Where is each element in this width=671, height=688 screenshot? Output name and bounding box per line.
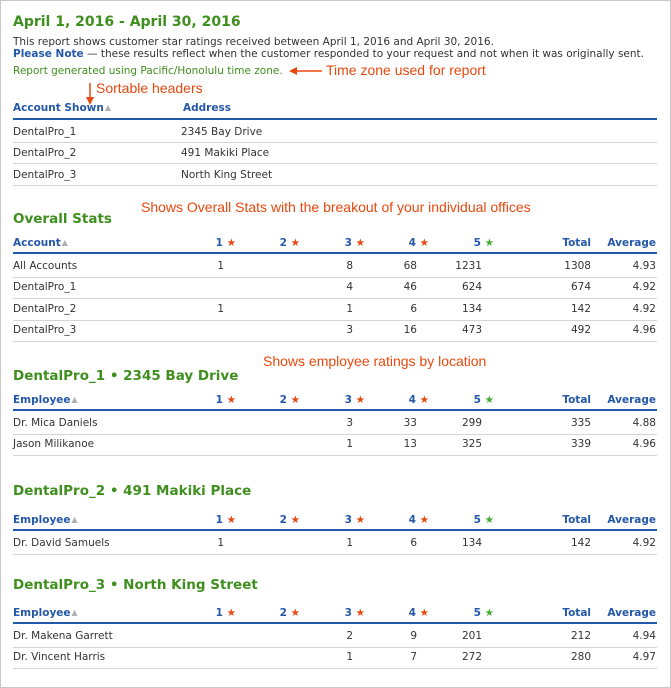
column-header-1-star[interactable] bbox=[176, 394, 236, 406]
column-header-2-star[interactable] bbox=[240, 237, 300, 249]
column-header-employee[interactable] bbox=[13, 394, 78, 406]
star-count-label: 2 bbox=[279, 514, 287, 526]
employee-row-name: Dr. Mica Daniels bbox=[13, 417, 98, 429]
column-header-total[interactable]: Total bbox=[562, 607, 591, 619]
cell-s3: 4 bbox=[346, 281, 353, 294]
star-count-label: 5 bbox=[473, 607, 481, 619]
overall-row-name: DentalPro_3 bbox=[13, 323, 77, 336]
cell-average: 4.97 bbox=[632, 651, 656, 664]
column-header-4-star[interactable] bbox=[369, 394, 429, 406]
star-icon-green: ★ bbox=[480, 514, 494, 526]
column-header-label: Employee bbox=[13, 607, 71, 619]
note-text: — these results reflect when the customer responded to your request and not when it was originally sent. bbox=[83, 48, 644, 60]
star-count-label: 1 bbox=[215, 394, 223, 406]
column-header-account-shown[interactable] bbox=[13, 102, 111, 114]
divider bbox=[13, 320, 657, 321]
star-icon-orange: ★ bbox=[286, 237, 300, 249]
timezone-arrow-icon bbox=[289, 65, 323, 77]
cell-average: 4.93 bbox=[632, 260, 656, 272]
column-header-total[interactable]: Total bbox=[562, 514, 591, 526]
star-count-label: 3 bbox=[344, 237, 352, 249]
cell-average: 4.92 bbox=[632, 281, 656, 294]
cell-s5: 1231 bbox=[455, 260, 482, 272]
star-count-label: 3 bbox=[344, 607, 352, 619]
employee-row-name: Dr. David Samuels bbox=[13, 537, 110, 549]
cell-average: 4.94 bbox=[632, 630, 656, 642]
star-icon-orange: ★ bbox=[351, 237, 365, 249]
star-icon-orange: ★ bbox=[351, 514, 365, 526]
star-count-label: 2 bbox=[279, 237, 287, 249]
divider bbox=[13, 409, 657, 411]
cell-total: 280 bbox=[570, 651, 591, 664]
cell-s4: 13 bbox=[403, 438, 417, 451]
cell-s4: 7 bbox=[410, 651, 417, 664]
account-row-name[interactable]: DentalPro_3 bbox=[13, 169, 77, 181]
column-header-3-star[interactable] bbox=[305, 237, 365, 249]
sort-arrow-icon[interactable]: ▲ bbox=[104, 103, 111, 112]
column-header-5-star[interactable] bbox=[434, 607, 494, 619]
star-count-label: 4 bbox=[408, 607, 416, 619]
divider bbox=[13, 529, 657, 531]
annotation-employee: Shows employee ratings by location bbox=[263, 353, 487, 369]
star-icon-green: ★ bbox=[480, 394, 494, 406]
cell-s5: 201 bbox=[461, 630, 482, 642]
column-header-label: Account Shown bbox=[13, 102, 104, 114]
star-icon-orange: ★ bbox=[351, 394, 365, 406]
timezone-text: Report generated using Pacific/Honolulu time zone. bbox=[13, 65, 283, 77]
column-header-2-star[interactable] bbox=[240, 514, 300, 526]
column-header-average[interactable]: Average bbox=[607, 237, 656, 249]
divider bbox=[13, 252, 657, 254]
cell-s5: 473 bbox=[461, 323, 482, 336]
cell-s5: 134 bbox=[461, 537, 482, 549]
column-header-employee[interactable] bbox=[13, 607, 78, 619]
cell-s5: 325 bbox=[461, 438, 482, 451]
employee-row-name: Dr. Makena Garrett bbox=[13, 630, 113, 642]
star-count-label: 4 bbox=[408, 514, 416, 526]
star-icon-orange: ★ bbox=[415, 394, 429, 406]
column-header-4-star[interactable] bbox=[369, 237, 429, 249]
cell-s5: 272 bbox=[461, 651, 482, 664]
cell-average: 4.88 bbox=[632, 417, 656, 429]
cell-s4: 6 bbox=[410, 302, 417, 315]
overall-stats-title: Overall Stats bbox=[13, 211, 112, 227]
star-icon-orange: ★ bbox=[286, 394, 300, 406]
cell-s1: 1 bbox=[217, 260, 224, 272]
employee-row-name: Jason Milikanoe bbox=[13, 438, 95, 451]
column-header-average[interactable]: Average bbox=[607, 514, 656, 526]
column-header-4-star[interactable] bbox=[369, 607, 429, 619]
employee-row-name: Dr. Vincent Harris bbox=[13, 651, 106, 664]
cell-total: 335 bbox=[570, 417, 591, 429]
star-icon-orange: ★ bbox=[351, 607, 365, 619]
report-date-range: April 1, 2016 - April 30, 2016 bbox=[13, 14, 241, 30]
note-label: Please Note bbox=[13, 48, 84, 60]
divider bbox=[13, 163, 657, 164]
star-count-label: 2 bbox=[279, 607, 287, 619]
cell-s1: 1 bbox=[217, 537, 224, 549]
cell-average: 4.96 bbox=[632, 323, 656, 336]
divider bbox=[13, 455, 657, 456]
column-header-5-star[interactable] bbox=[434, 237, 494, 249]
cell-s5: 134 bbox=[461, 302, 482, 315]
divider bbox=[13, 277, 657, 278]
column-header-4-star[interactable] bbox=[369, 514, 429, 526]
column-header-3-star[interactable] bbox=[305, 607, 365, 619]
star-count-label: 5 bbox=[473, 237, 481, 249]
cell-s3: 1 bbox=[346, 302, 353, 315]
divider bbox=[13, 647, 657, 648]
divider bbox=[13, 185, 657, 186]
star-icon-orange: ★ bbox=[222, 514, 236, 526]
column-header-account[interactable] bbox=[13, 237, 68, 249]
cell-average: 4.92 bbox=[632, 537, 656, 549]
annotation-timezone: Time zone used for report bbox=[326, 62, 486, 78]
star-count-label: 1 bbox=[215, 607, 223, 619]
cell-total: 142 bbox=[570, 302, 591, 315]
account-row-address: 491 Makiki Place bbox=[181, 147, 270, 159]
sort-arrow-icon[interactable]: ▲ bbox=[71, 515, 78, 524]
column-header-3-star[interactable] bbox=[305, 514, 365, 526]
overall-row-name: DentalPro_1 bbox=[13, 281, 77, 294]
column-header-2-star[interactable] bbox=[240, 607, 300, 619]
cell-s5: 624 bbox=[461, 281, 482, 294]
cell-s4: 16 bbox=[403, 323, 417, 336]
sort-arrow-icon[interactable]: ▲ bbox=[61, 238, 68, 247]
star-count-label: 4 bbox=[408, 394, 416, 406]
star-icon-orange: ★ bbox=[415, 514, 429, 526]
divider bbox=[13, 554, 657, 555]
account-row-address: North King Street bbox=[181, 169, 273, 181]
cell-s3: 3 bbox=[346, 417, 353, 429]
column-header-1-star[interactable] bbox=[176, 514, 236, 526]
star-count-label: 5 bbox=[473, 394, 481, 406]
cell-total: 142 bbox=[570, 537, 591, 549]
star-icon-green: ★ bbox=[480, 607, 494, 619]
cell-s4: 9 bbox=[410, 630, 417, 642]
star-count-label: 3 bbox=[344, 394, 352, 406]
overall-row-name: DentalPro_2 bbox=[13, 302, 77, 315]
star-count-label: 2 bbox=[279, 394, 287, 406]
column-header-employee[interactable] bbox=[13, 514, 78, 526]
star-count-label: 1 bbox=[215, 237, 223, 249]
cell-average: 4.92 bbox=[632, 302, 656, 315]
account-row-name[interactable]: DentalPro_1 bbox=[13, 126, 77, 138]
star-count-label: 4 bbox=[408, 237, 416, 249]
divider bbox=[13, 622, 657, 624]
cell-s4: 6 bbox=[410, 537, 417, 549]
star-count-label: 1 bbox=[215, 514, 223, 526]
column-header-total[interactable]: Total bbox=[562, 237, 591, 249]
cell-s4: 46 bbox=[403, 281, 417, 294]
column-header-1-star[interactable] bbox=[176, 607, 236, 619]
column-header-label: Employee bbox=[13, 514, 71, 526]
account-row-address: 2345 Bay Drive bbox=[181, 126, 263, 138]
star-icon-orange: ★ bbox=[222, 394, 236, 406]
star-icon-orange: ★ bbox=[286, 514, 300, 526]
cell-s3: 1 bbox=[346, 651, 353, 664]
annotation-sortable: Sortable headers bbox=[96, 80, 203, 96]
sort-arrow-icon[interactable]: ▲ bbox=[71, 608, 78, 617]
column-header-2-star[interactable] bbox=[240, 394, 300, 406]
star-icon-orange: ★ bbox=[415, 237, 429, 249]
column-header-address[interactable]: Address bbox=[183, 102, 231, 114]
column-header-1-star[interactable] bbox=[176, 237, 236, 249]
cell-total: 212 bbox=[570, 630, 591, 642]
divider bbox=[13, 434, 657, 435]
column-header-label: Employee bbox=[13, 394, 71, 406]
cell-s4: 33 bbox=[403, 417, 417, 429]
cell-total: 339 bbox=[570, 438, 591, 451]
overall-row-name: All Accounts bbox=[13, 260, 78, 272]
divider bbox=[13, 668, 657, 669]
location-title: DentalPro_1 • 2345 Bay Drive bbox=[13, 368, 239, 384]
star-icon-green: ★ bbox=[480, 237, 494, 249]
cell-s5: 299 bbox=[461, 417, 482, 429]
column-header-average[interactable]: Average bbox=[607, 394, 656, 406]
star-count-label: 3 bbox=[344, 514, 352, 526]
divider bbox=[13, 142, 657, 143]
star-icon-orange: ★ bbox=[286, 607, 300, 619]
column-header-3-star[interactable] bbox=[305, 394, 365, 406]
sort-arrow-icon[interactable]: ▲ bbox=[71, 395, 78, 404]
divider bbox=[13, 298, 657, 299]
cell-s3: 8 bbox=[346, 260, 353, 272]
location-title: DentalPro_2 • 491 Makiki Place bbox=[13, 483, 252, 499]
star-icon-orange: ★ bbox=[222, 237, 236, 249]
annotation-overall: Shows Overall Stats with the breakout of your individual offices bbox=[141, 199, 531, 215]
star-icon-orange: ★ bbox=[415, 607, 429, 619]
star-icon-orange: ★ bbox=[222, 607, 236, 619]
cell-s3: 2 bbox=[346, 630, 353, 642]
report-note bbox=[13, 48, 644, 60]
star-count-label: 5 bbox=[473, 514, 481, 526]
column-header-average[interactable]: Average bbox=[607, 607, 656, 619]
account-row-name[interactable]: DentalPro_2 bbox=[13, 147, 77, 159]
cell-s4: 68 bbox=[403, 260, 417, 272]
cell-s3: 3 bbox=[346, 323, 353, 336]
column-header-total[interactable]: Total bbox=[562, 394, 591, 406]
cell-average: 4.96 bbox=[632, 438, 656, 451]
divider bbox=[13, 118, 657, 120]
column-header-5-star[interactable] bbox=[434, 394, 494, 406]
cell-total: 1308 bbox=[564, 260, 591, 272]
report-description: This report shows customer star ratings received between April 1, 2016 and April 30, 2016. bbox=[13, 36, 494, 48]
cell-total: 674 bbox=[570, 281, 591, 294]
cell-s3: 1 bbox=[346, 537, 353, 549]
location-title: DentalPro_3 • North King Street bbox=[13, 577, 258, 593]
cell-total: 492 bbox=[570, 323, 591, 336]
cell-s1: 1 bbox=[217, 302, 224, 315]
column-header-label: Account bbox=[13, 237, 61, 249]
cell-s3: 1 bbox=[346, 438, 353, 451]
divider bbox=[13, 341, 657, 342]
column-header-5-star[interactable] bbox=[434, 514, 494, 526]
